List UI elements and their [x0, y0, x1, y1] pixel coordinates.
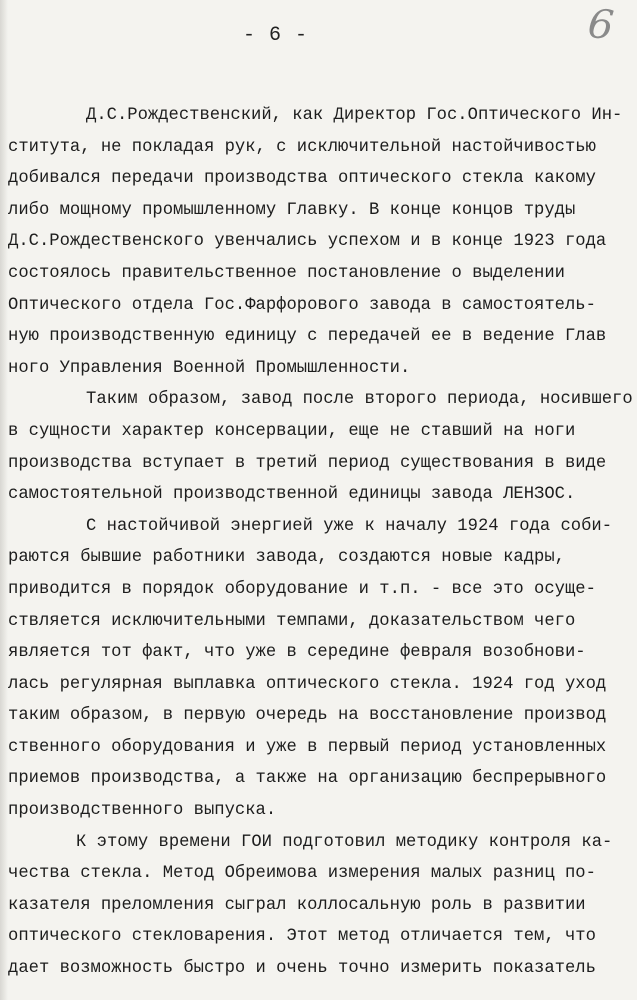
text-line: таким образом, в первую очередь на восстановление производ — [8, 706, 607, 726]
text-line: оптического стекловарения. Этот метод отличается тем, что — [8, 927, 596, 947]
text-line: приемов производства, а также на организацию беспрерывного — [8, 769, 607, 789]
text-line: Таким образом, завод после второго периода, носившего — [86, 390, 633, 410]
text-line: С настойчивой энергией уже к началу 1924 года соби- — [86, 516, 613, 536]
text-line: либо мощному промышленному Главку. В конце концов труды — [8, 200, 576, 220]
text-line: чества стекла. Метод Обреимова измерения малых разниц по- — [8, 864, 596, 884]
text-line: Д.С.Рождественского увенчались успехом и в конце 1923 года — [8, 232, 607, 252]
text-line: самостоятельной производственной единицы завода ЛЕНЗОС. — [8, 485, 576, 505]
text-line: ститута, не покладая рук, с исключительной настойчивостью — [8, 137, 596, 157]
text-line: раются бывшие работники завода, создаются новые кадры, — [8, 548, 565, 568]
text-line: приводится в порядок оборудование и т.п. - все это осуще- — [8, 579, 596, 599]
text-line: производственного выпуска. — [8, 801, 277, 821]
text-line: казателя преломления сыграл коллосальную роль в развитии — [8, 895, 586, 915]
page-number: - 6 - — [243, 24, 309, 47]
text-line: Д.С.Рождественский, как Директор Гос.Оптического Ин- — [86, 106, 623, 125]
text-line: производства вступает в третий период существования в виде — [8, 453, 607, 473]
text-line: ствляется исключительными темпами, доказательством чего — [8, 611, 576, 631]
text-line: состоялось правительственное постановление о выделении — [8, 263, 565, 283]
body-text — [8, 100, 637, 985]
text-line: в сущности характер консервации, еще не ставший на ноги — [8, 421, 576, 441]
text-line: ственного оборудования и уже в первый период установленных — [8, 737, 607, 757]
text-line: ного Управления Военной Промышленности. — [8, 358, 411, 378]
page-edge-shadow — [0, 0, 8, 1000]
text-line: лась регулярная выплавка оптического стекла. 1924 год уход — [8, 674, 607, 694]
text-line: является тот факт, что уже в середине февраля возобнови- — [8, 643, 586, 663]
text-line: дает возможность быстро и очень точно измерить показатель — [8, 959, 596, 979]
handwritten-page-mark: 6 — [585, 0, 616, 50]
text-line: К этому времени ГОИ подготовил методику контроля ка- — [76, 832, 613, 852]
text-line: Оптического отдела Гос.Фарфорового завода в самостоятель- — [8, 295, 596, 315]
text-line: ную производственную единицу с передачей ее в ведение Глав — [8, 327, 607, 347]
text-line: добивался передачи производства оптического стекла какому — [8, 169, 596, 189]
